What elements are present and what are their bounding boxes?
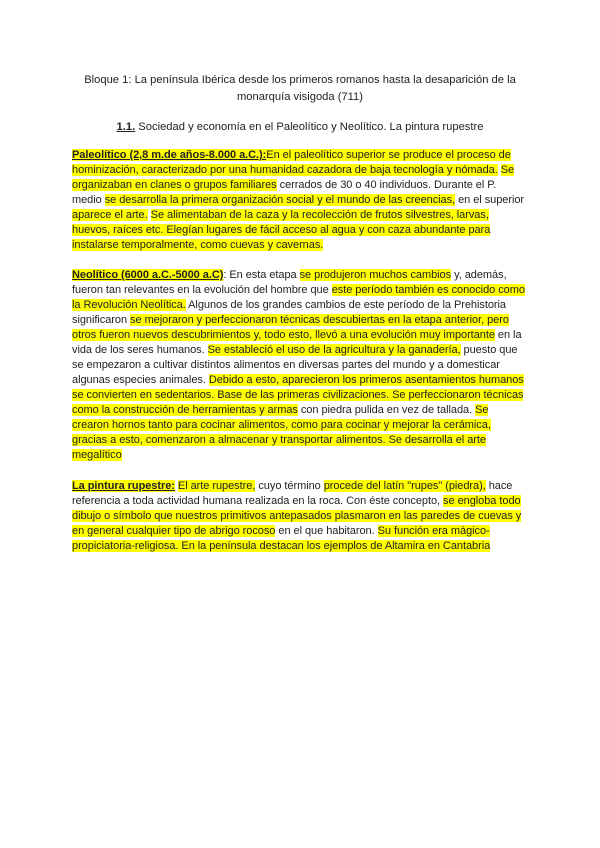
highlighted-text: Se organizaban en clanes o grupos familiares	[72, 164, 515, 191]
paragraph-neolitico	[72, 268, 528, 463]
paragraph-paleolitico	[72, 148, 528, 253]
body-text: con piedra pulida en vez de tallada.	[297, 404, 476, 416]
highlighted-text: se mejoraron y perfeccionaron técnicas descubiertas en la etapa anterior, pero otros fueron nuevos descubrimientos y, todo esto, llevó a una evolución muy importante	[72, 314, 509, 341]
section-heading	[72, 120, 528, 135]
highlighted-text: Debido a esto, aparecieron los primeros asentamientos humanos se convierten en sedentarios. Base de las primeras civilizaciones. Se perfeccionaron técnicas como la construcción de herramientas y armas	[72, 374, 524, 416]
highlighted-text: procede del latín "rupes" (piedra),	[323, 480, 486, 492]
body-text: en el que habitaron.	[275, 525, 378, 537]
highlighted-text: este período también es conocido como la Revolución Neolítica.	[72, 284, 525, 311]
body-text: y, además, fueron tan relevantes en la evolución del hombre que	[72, 269, 507, 296]
highlighted-text: Su función era mágico-propiciatoria-religiosa. En la península destacan los ejemplos de Altamira en Cantabria	[72, 525, 491, 552]
paragraph-heading: Neolítico (6000 a.C.-5000 a.C)	[72, 269, 224, 281]
highlighted-text: En el paleolítico superior se produce el proceso de hominización, caracterizado por una humanidad cazadora de baja tecnología y nómada.	[72, 149, 511, 176]
highlighted-text: se engloba todo dibujo o símbolo que nuestros primitivos antepasados plasmaron en las paredes de cuevas y en general cualquier tipo de abrigo rocoso	[72, 495, 522, 537]
body-text: cerrados de 30 o 40 individuos. Durante el P. medio	[72, 179, 497, 206]
highlighted-text: Se alimentaban de la caza y la recolección de frutos silvestres, larvas, huevos, raíces etc. Elegían lugares de fácil acceso al agua y con caza abundante para instalarse temporalmente, como cuevas y cavernas.	[72, 209, 491, 251]
highlighted-text: Se crearon hornos tanto para cocinar alimentos, como para cocinar y mejorar la cerámica, gracias a esto, comenzaron a almacenar y transportar alimentos. Se desarrolla el arte megalítico	[72, 404, 491, 461]
highlighted-text: aparece el arte.	[72, 209, 148, 221]
body-text: hace referencia a toda actividad humana realizada en la roca. Con éste concepto,	[72, 480, 513, 507]
highlighted-text: se desarrolla la primera organización social y el mundo de las creencias,	[104, 194, 456, 206]
body-text: cuyo término	[255, 480, 324, 492]
body-text: en la vida de los seres humanos.	[72, 329, 522, 356]
section-number: 1.1.	[116, 121, 136, 133]
body-text: en el superior	[455, 194, 525, 206]
body-text: puesto que se empezaron a cultivar distintos alimentos en diversas partes del mundo y a domesticar algunas especies animales.	[72, 344, 518, 386]
body-text: : En esta etapa	[223, 269, 300, 281]
highlighted-text: Se estableció el uso de la agricultura y la ganadería,	[207, 344, 461, 356]
section-title: Sociedad y economía en el Paleolítico y Neolítico. La pintura rupestre	[135, 121, 484, 133]
body-text: Algunos de los grandes cambios de este período de la Prehistoria significaron	[72, 299, 506, 326]
document-title: Bloque 1: La península Ibérica desde los primeros romanos hasta la desaparición de la monarquía visigoda (711)	[84, 74, 516, 103]
highlighted-text: El arte rupestre,	[177, 480, 256, 492]
paragraph-heading: La pintura rupestre:	[72, 480, 175, 492]
paragraph-heading: Paleolítico (2,8 m.de años-8.000 a.C.):	[72, 149, 267, 161]
paragraph-pintura-rupestre	[72, 479, 528, 554]
highlighted-text: se produjeron muchos cambios	[299, 269, 452, 281]
